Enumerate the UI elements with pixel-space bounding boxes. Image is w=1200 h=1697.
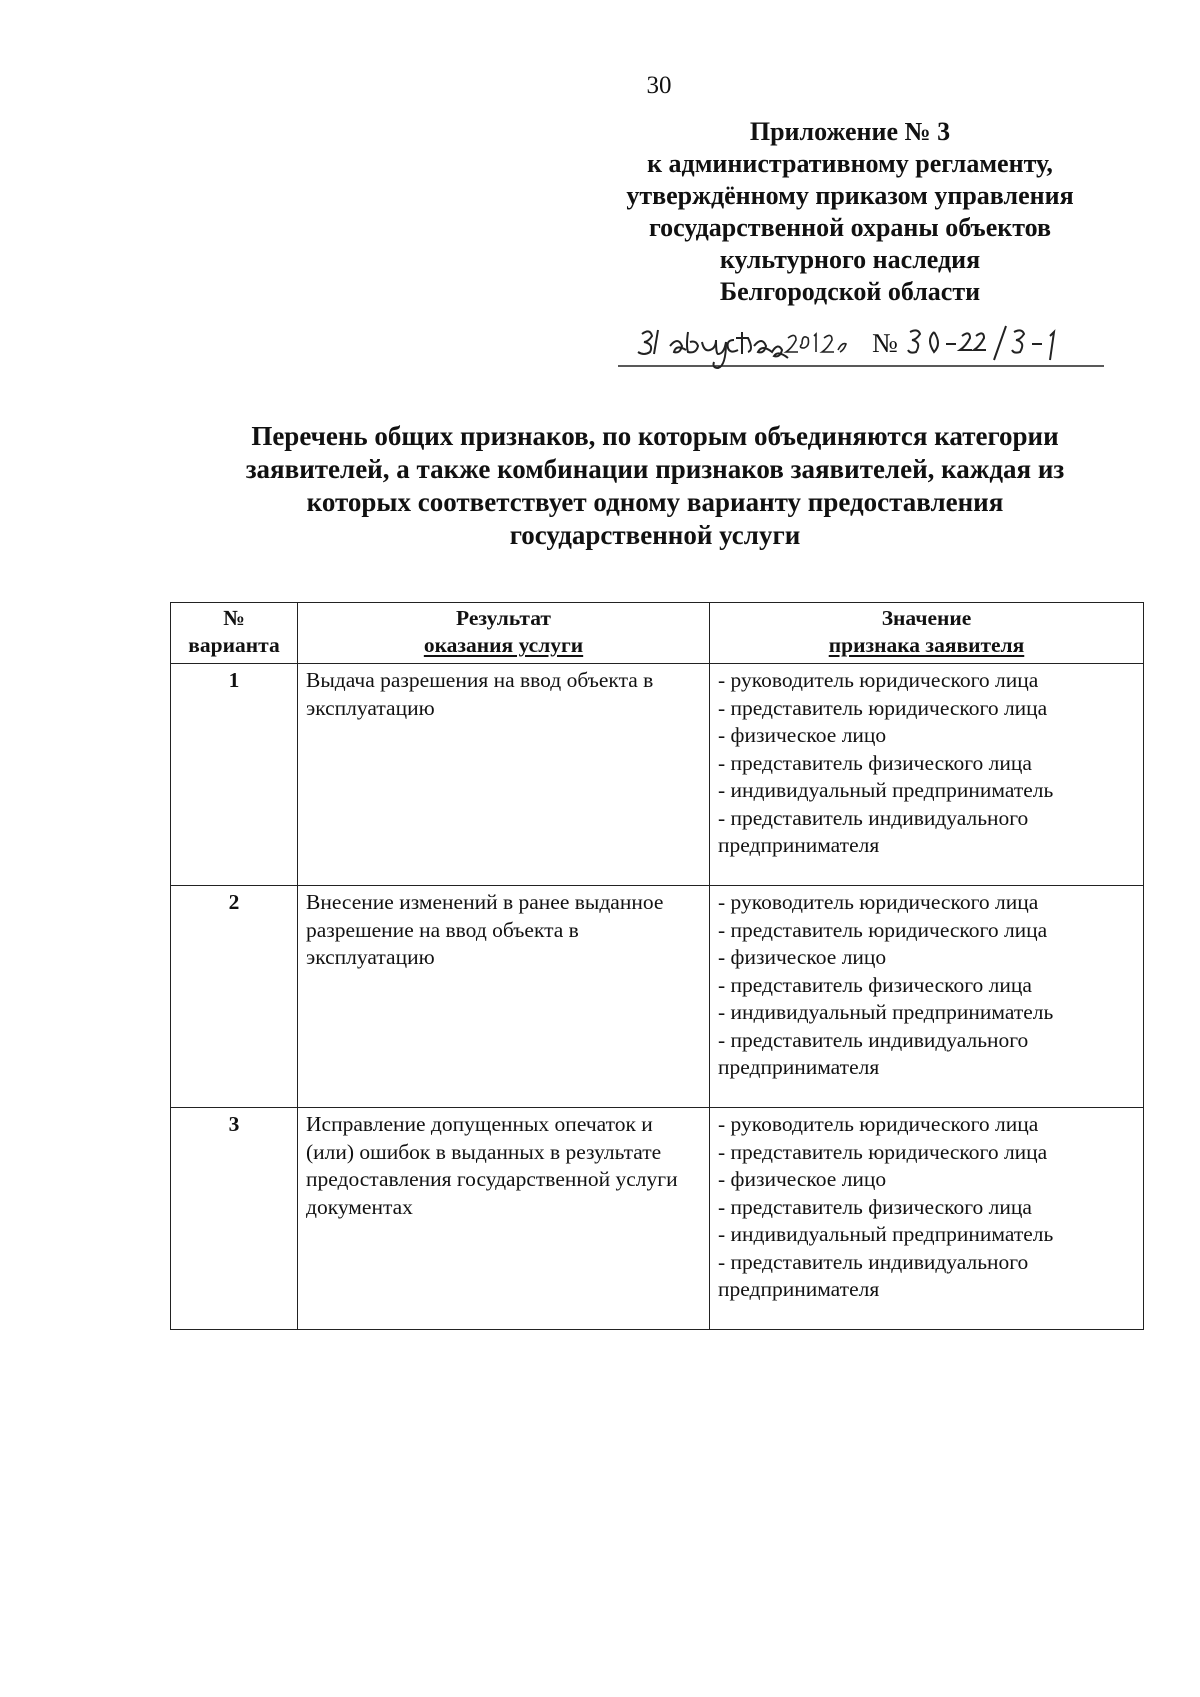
- table-header-row: [171, 603, 1144, 664]
- page-number: 30: [646, 72, 672, 99]
- table-row: [171, 664, 1144, 886]
- value-item: - представитель физического лица: [718, 750, 1032, 775]
- order-date-number-line: [618, 322, 1104, 372]
- variant-number: 2: [171, 886, 298, 1108]
- value-item: предпринимателя: [718, 1277, 880, 1301]
- value-item: - руководитель юридического лица: [718, 890, 1039, 914]
- value-item: - представитель юридического лица: [718, 917, 1048, 942]
- header-text: признака заявителя: [828, 633, 1025, 657]
- header-text: оказания услуги: [423, 633, 584, 657]
- header-result: [298, 603, 710, 664]
- header-text: варианта: [188, 633, 280, 657]
- value-item: - представитель физического лица: [718, 1194, 1032, 1219]
- value-item: - индивидуальный предприниматель: [718, 1222, 1054, 1246]
- handwritten-date-signature: [618, 322, 1104, 372]
- value-item: - индивидуальный предприниматель: [718, 778, 1054, 802]
- appendix-line: государственной охраны объектов: [648, 213, 1052, 242]
- value-item: предпринимателя: [718, 833, 880, 857]
- value-cell: [710, 664, 1144, 886]
- result-cell: Внесение изменений в ранее выданное разрешение на ввод объекта в эксплуатацию: [298, 886, 710, 1108]
- appendix-line: к административному регламенту,: [647, 149, 1053, 178]
- value-item: - представитель индивидуального: [718, 805, 1029, 830]
- appendix-header: [590, 116, 1110, 308]
- value-item: - представитель юридического лица: [718, 695, 1048, 720]
- table-row: [171, 886, 1144, 1108]
- variant-number: 3: [171, 1108, 298, 1330]
- value-item: - физическое лицо: [718, 1167, 887, 1191]
- value-item: - руководитель юридического лица: [718, 1112, 1039, 1136]
- value-item: - руководитель юридического лица: [718, 668, 1039, 692]
- value-item: - индивидуальный предприниматель: [718, 1000, 1054, 1024]
- appendix-line: Приложение № 3: [749, 117, 951, 146]
- value-cell: [710, 1108, 1144, 1330]
- value-item: - физическое лицо: [718, 945, 887, 969]
- table-row: [171, 1108, 1144, 1330]
- value-item: - представитель юридического лица: [718, 1139, 1048, 1164]
- appendix-line: утверждённому приказом управления: [626, 181, 1074, 210]
- header-text: Значение: [881, 606, 972, 630]
- value-item: - представитель физического лица: [718, 972, 1032, 997]
- variants-table: [170, 602, 1144, 1330]
- value-cell: [710, 886, 1144, 1108]
- appendix-line: Белгородской области: [719, 277, 981, 306]
- document-title: [160, 420, 1150, 552]
- title-line: которых соответствует одному варианту предоставления: [306, 487, 1004, 517]
- title-line: заявителей, а также комбинации признаков заявителей, каждая из: [245, 454, 1065, 484]
- value-item: - представитель индивидуального: [718, 1027, 1029, 1052]
- order-number-label: №: [872, 328, 898, 358]
- value-item: - физическое лицо: [718, 723, 887, 747]
- value-item: - представитель индивидуального: [718, 1249, 1029, 1274]
- header-text: Результат: [456, 606, 551, 630]
- value-item: предпринимателя: [718, 1055, 880, 1079]
- appendix-line: культурного наследия: [719, 245, 981, 274]
- title-line: Перечень общих признаков, по которым объединяются категории: [251, 421, 1059, 451]
- variant-number: 1: [171, 664, 298, 886]
- header-variant-number: [171, 603, 298, 664]
- result-cell: Исправление допущенных опечаток и (или) ошибок в выданных в результате предоставления государственной услуги документах: [298, 1108, 710, 1330]
- header-text: №: [223, 606, 245, 630]
- title-line: государственной услуги: [509, 520, 801, 550]
- header-value: [710, 603, 1144, 664]
- result-cell: Выдача разрешения на ввод объекта в эксплуатацию: [298, 664, 710, 886]
